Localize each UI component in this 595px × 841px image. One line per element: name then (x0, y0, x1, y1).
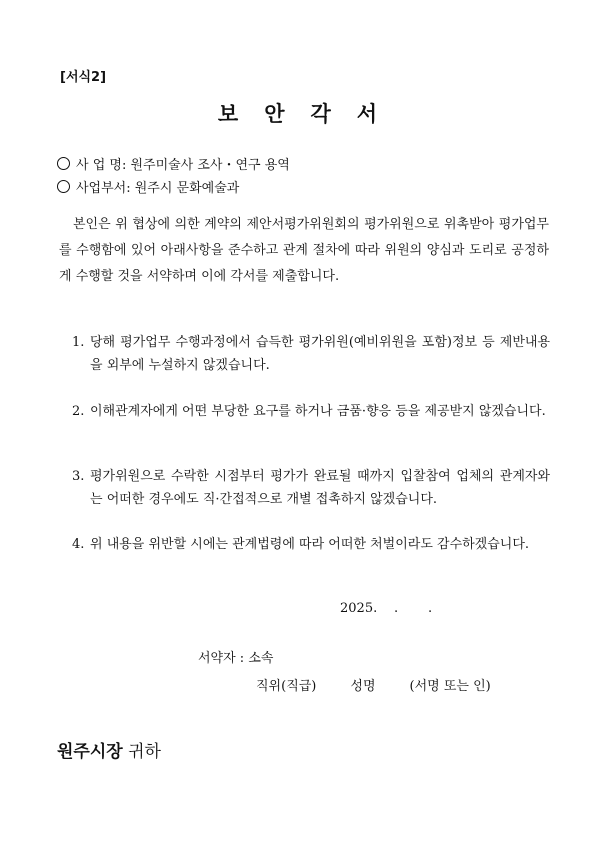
form-label: [서식2] (60, 70, 107, 85)
pledge-number: 2. (72, 404, 85, 419)
pledge-number: 4. (72, 537, 85, 552)
signer-signature: (서명 또는 인) (409, 679, 491, 694)
department-name: 사업부서: 원주시 문화예술과 (76, 181, 240, 196)
department-info (57, 177, 239, 196)
project-name: 사 업 명: 원주미술사 조사・연구 용역 (76, 158, 290, 173)
pledge-item (72, 533, 550, 556)
pledge-text: 당해 평가업무 수행과정에서 습득한 평가위원(예비위원을 포함)정보 등 제반내용을 외부에 누설하지 않겠습니다. (90, 335, 550, 373)
pledge-item (72, 465, 550, 511)
intro-paragraph: 본인은 위 협상에 의한 계약의 제안서평가위원회의 평가위원으로 위촉받아 평가업무를 수행함에 있어 아래사항을 준수하고 관계 절차에 따라 위원의 양심과 도리로 공정하게 수행할 것을 서약하며 이에 각서를 제출합니다. (59, 217, 549, 284)
date-line (340, 601, 432, 616)
document-title: 보안각서 (217, 102, 404, 126)
circle-bullet-icon (57, 157, 70, 170)
date-month: . (394, 601, 399, 616)
date-year: 2025. (340, 601, 378, 616)
honorific: 귀하 (128, 742, 161, 762)
pledge-item (72, 331, 550, 377)
signer-details (256, 675, 491, 694)
project-info (57, 154, 290, 173)
pledge-number: 1. (72, 335, 85, 350)
signer-affiliation: 서약자 : 소속 (198, 651, 274, 666)
pledge-text: 위 내용을 위반할 시에는 관계법령에 따라 어떠한 처벌이라도 감수하겠습니다. (90, 537, 530, 552)
signer-position: 직위(직급) (256, 679, 317, 694)
pledge-text: 평가위원으로 수락한 시점부터 평가가 완료될 때까지 입찰참여 업체의 관계자와는 어떠한 경우에도 직·간접적으로 개별 접촉하지 않겠습니다. (90, 469, 550, 507)
signer-name: 성명 (350, 679, 376, 694)
addressee-line (57, 737, 161, 762)
pledge-text: 이해관계자에게 어떤 부당한 요구를 하거나 금품·향응 등을 제공받지 않겠습니다. (90, 404, 546, 419)
pledge-number: 3. (72, 469, 85, 484)
date-day: . (428, 601, 433, 616)
addressee: 원주시장 (57, 742, 123, 762)
circle-bullet-icon (57, 180, 70, 193)
pledge-item (72, 400, 550, 423)
